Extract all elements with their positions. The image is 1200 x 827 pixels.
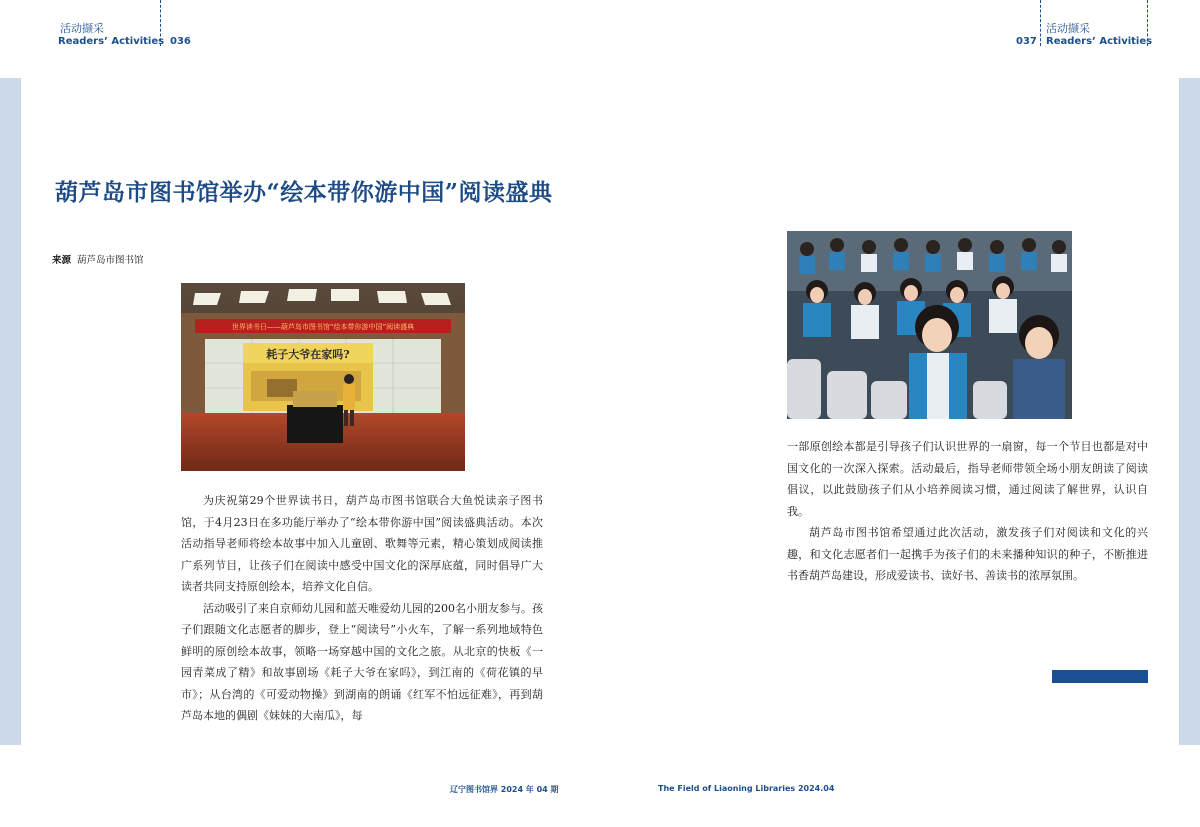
header-section-cn-right: 活动撷采 bbox=[1046, 22, 1090, 35]
paragraph-2: 活动吸引了来自京师幼儿园和蓝天唯爱幼儿园的200名小朋友参与。孩子们跟随文化志愿者的脚步，登上“阅读号”小火车，了解一系列地域特色鲜明的原创绘本故事，领略一场穿越中国的文化之旅。从北京的快板《一园青菜成了精》和故事剧场《耗子大爷在家吗》，到江南的《荷花镇的早市》；从台湾的《可爱动物操》到湖南的朗诵《红军不怕远征难》，再到葫芦岛本地的偶剧《妹妹的大南瓜》，每 bbox=[181, 601, 543, 722]
footer-left: 辽宁图书馆界 2024 年 04 期 bbox=[450, 785, 559, 794]
article-title: 葫芦岛市图书馆举办“绘本带你游中国”阅读盛典 bbox=[55, 179, 553, 206]
source-name: 葫芦岛市图书馆 bbox=[77, 255, 144, 266]
footer-right: The Field of Liaoning Libraries 2024.04 bbox=[658, 784, 835, 793]
stage-photo-graphic bbox=[181, 283, 465, 471]
paragraph-4: 葫芦岛市图书馆希望通过此次活动，激发孩子们对阅读和文化的兴趣，和文化志愿者们一起携手为孩子们的未来播种知识的种子，不断推进书香葫芦岛建设，形成爱读书、读好书、善读书的浓厚氛围。 bbox=[787, 526, 1148, 582]
page-number-right: 037 bbox=[1016, 36, 1037, 47]
children-photo-graphic bbox=[787, 231, 1072, 419]
paragraph-3: 一部原创绘本都是引导孩子们认识世界的一扇窗，每一个节目也都是对中国文化的一次深入探索。活动最后，指导老师带领全场小朋友朗读了阅读倡议，以此鼓励孩子们从小培养阅读习惯，通过阅读了解世界，认识自我。 bbox=[787, 440, 1148, 518]
right-sidebar-band bbox=[1179, 78, 1200, 745]
stage-banner-text: 世界读书日——葫芦岛市图书馆“绘本带你游中国”阅读盛典 bbox=[231, 323, 415, 331]
article-body-left bbox=[181, 490, 543, 727]
left-sidebar-band bbox=[0, 78, 21, 745]
source-label: 来源 bbox=[52, 255, 72, 266]
header-section-cn-left: 活动撷采 bbox=[60, 22, 104, 35]
header-section-en-left: Readers’ Activities bbox=[58, 36, 165, 47]
article-body-right bbox=[787, 436, 1148, 587]
stage-photo bbox=[181, 283, 465, 471]
page-number-left: 036 bbox=[170, 36, 191, 47]
article-source bbox=[52, 252, 144, 266]
header-section-en-right: Readers’ Activities bbox=[1046, 36, 1153, 47]
screen-book-title: 耗子大爷在家吗? bbox=[266, 348, 350, 361]
header-divider-right bbox=[1040, 0, 1041, 46]
decorative-blue-bar bbox=[1052, 670, 1148, 683]
children-photo bbox=[787, 231, 1072, 419]
paragraph-1: 为庆祝第29个世界读书日，葫芦岛市图书馆联合大鱼悦读亲子图书馆，于4月23日在多功能厅举办了“绘本带你游中国”阅读盛典活动。本次活动指导老师将绘本故事中加入儿童剧、歌舞等元素，精心策划成阅读推广系列节目，让孩子们在阅读中感受中国文化的深厚底蕴，同时倡导广大读者共同支持原创绘本，培养文化自信。 bbox=[181, 494, 543, 593]
